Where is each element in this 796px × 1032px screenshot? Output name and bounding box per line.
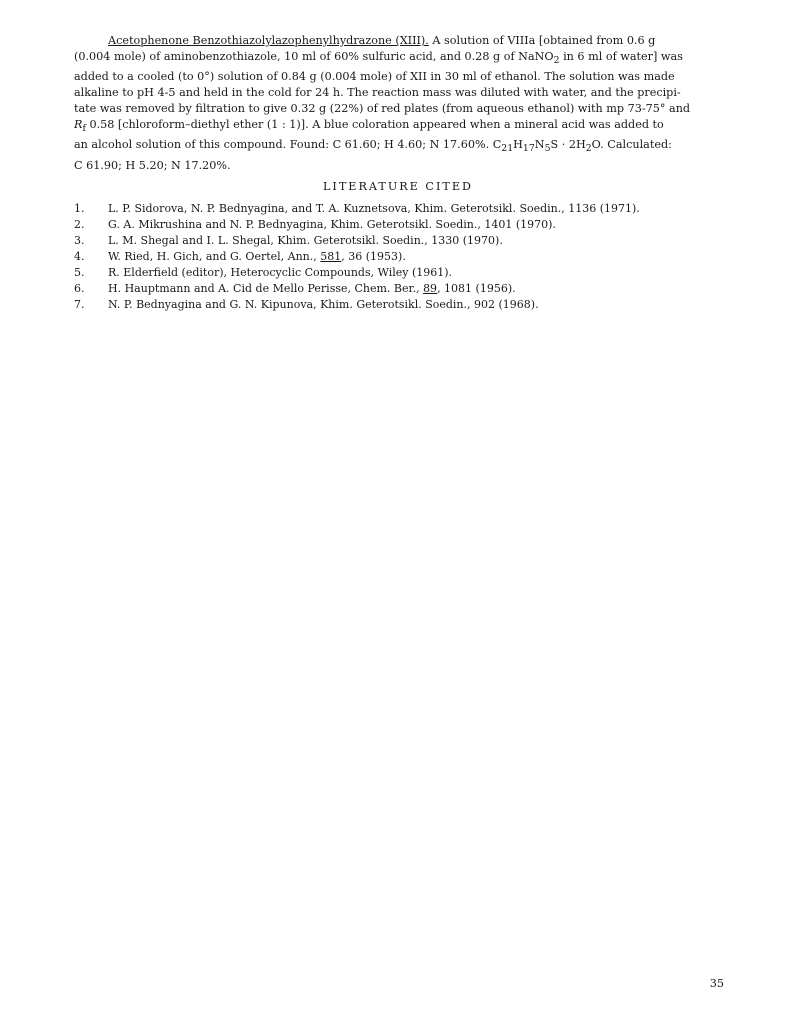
reference-item: 4. W. Ried, H. Gich, and G. Oertel, Ann., 581, 36 (1953). — [74, 250, 406, 263]
paragraph-line-7: an alcohol solution of this compound. Found: C 61.60; H 4.60; N 17.60%. $C_{21}H_{17}N_5S \cdot 2H_2O$. Calculated: — [74, 138, 672, 155]
paragraph-line-6: $R_f$ 0.58 [chloroform–diethyl ether (1 : 1)]. A blue coloration appeared when a mineral acid was added to — [74, 118, 664, 135]
paragraph-line-3: added to a cooled (to 0°) solution of 0.84 g (0.004 mole) of XII in 30 ml of ethanol. The solution was made — [74, 70, 675, 84]
reference-item: 7. N. P. Bednyagina and G. N. Kipunova, Khim. Geterotsikl. Soedin., 902 (1968). — [74, 298, 539, 311]
paragraph-line-8: C 61.90; H 5.20; N 17.20%. — [74, 158, 231, 172]
paragraph-line-2: (0.004 mole) of aminobenzothiazole, 10 ml of 60% sulfuric acid, and 0.28 g of NaNO$_2$ in 6 ml of water] was — [74, 50, 683, 67]
reference-item: 1. L. P. Sidorova, N. P. Bednyagina, and T. A. Kuznetsova, Khim. Geterotsikl. Soedin., 1136 (1971). — [74, 202, 640, 215]
paragraph-line-5: tate was removed by filtration to give 0.32 g (22%) of red plates (from aqueous ethanol) with mp 73-75° and — [74, 102, 691, 116]
reference-item: 6. H. Hauptmann and A. Cid de Mello Perisse, Chem. Ber., 89, 1081 (1956). — [74, 282, 516, 295]
page-number: 35 — [709, 977, 724, 990]
literature-heading: LITERATURE CITED — [323, 180, 473, 193]
compound-title: Acetophenone Benzothiazolylazophenylhydrazone (XIII). — [108, 34, 429, 47]
reference-item: 3. L. M. Shegal and I. L. Shegal, Khim. Geterotsikl. Soedin., 1330 (1970). — [74, 234, 503, 247]
reference-list — [74, 201, 734, 313]
procedure-paragraph — [74, 33, 722, 174]
reference-item: 5. R. Elderfield (editor), Heterocyclic Compounds, Wiley (1961). — [74, 266, 453, 279]
paragraph-line-4: alkaline to pH 4-5 and held in the cold for 24 h. The reaction mass was diluted with water, and the precipi- — [74, 86, 681, 100]
reference-item: 2. G. A. Mikrushina and N. P. Bednyagina, Khim. Geterotsikl. Soedin., 1401 (1970). — [74, 218, 556, 231]
paragraph-line-1: Acetophenone Benzothiazolylazophenylhydrazone (XIII). A solution of VIIIa [obtained from 0.6 g — [108, 34, 656, 47]
